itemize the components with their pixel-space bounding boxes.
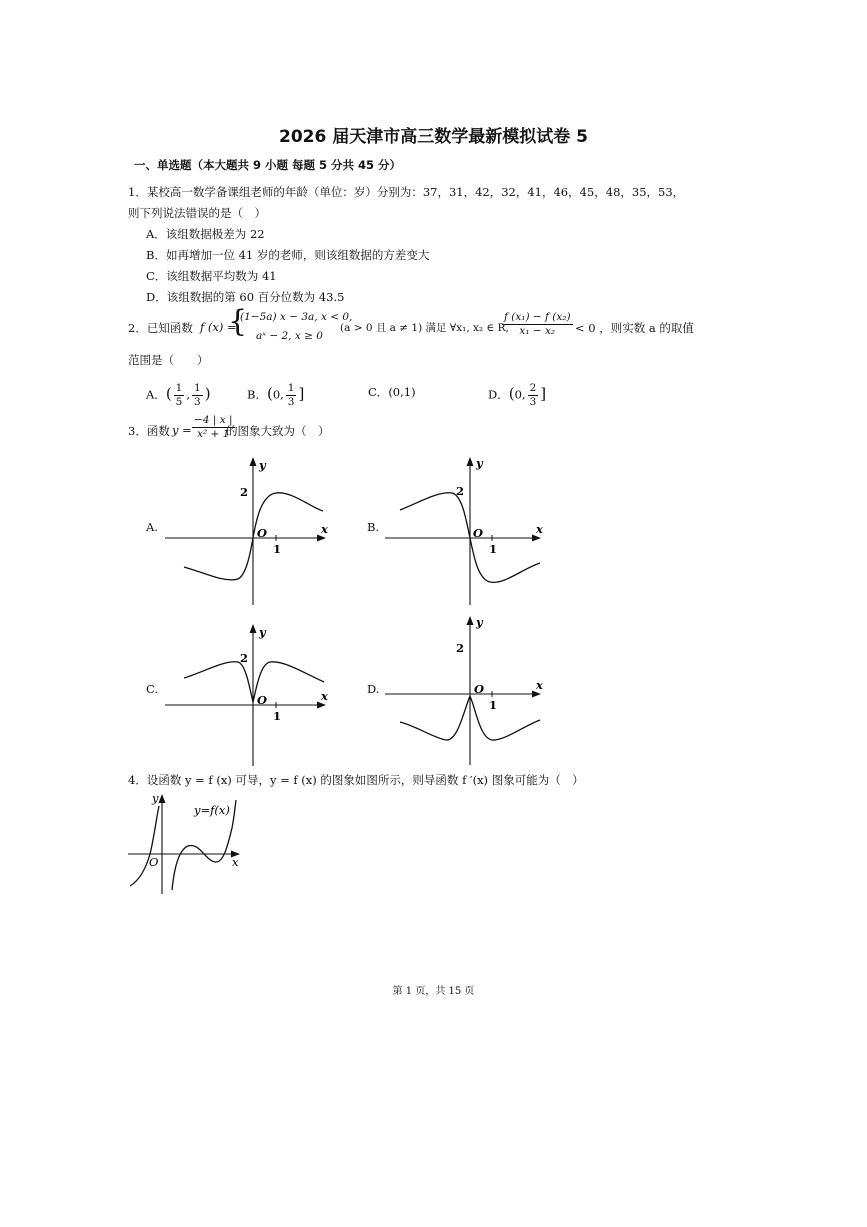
page-footer: 第 1 页，共 15 页 (392, 986, 475, 997)
q2-tail: < 0 ，则实数 a 的取值 (575, 321, 694, 335)
q2-option-c (368, 384, 416, 400)
q3-tail: 的图象大致为（ ） (226, 424, 330, 438)
q3-graph-a-y-tick: 2 (240, 485, 249, 499)
q2-b-zero: 0, (272, 387, 284, 402)
q2-case1: (1−5a) x − 3a, x < 0, (240, 311, 353, 323)
q3-graph-c-y-label: y (259, 625, 266, 639)
q2-option-c-value: (0,1) (388, 385, 416, 399)
q3-graph-d-y-label: y (476, 615, 483, 629)
q2-option-d: D．(0, $\frac{2}{3}$ ] (488, 382, 547, 408)
q4-stem: 4．设函数 y = f (x) 可导，y = f (x) 的图象如图所示，则导函数 f ′(x) 图象可能为（ ） (128, 773, 584, 787)
q1-option-b: B．如再增加一位 41 岁的老师，则该组数据的方差变大 (146, 248, 430, 262)
q3-y-eq: y = (172, 423, 192, 437)
q3-graph-c-x-tick: 1 (273, 709, 282, 723)
q2-prefix: 2．已知函数 (128, 321, 193, 335)
q3-graph-a-x-tick: 1 (273, 542, 282, 556)
q2-a-den1: 5 (175, 396, 183, 408)
q3-fraction-denominator: x² + 1 (197, 428, 230, 440)
q2-d-num: 2 (529, 382, 537, 394)
q3-graph-a-label: A. (146, 520, 158, 534)
q2-option-a: A．( $\frac{1}{5}$ , $\frac{1}{3}$ ) (146, 382, 211, 408)
q2-b-den: 3 (287, 396, 295, 408)
q2-option-c-label: C． (368, 385, 389, 399)
q2-fraction (500, 311, 575, 338)
q1-stem-line1: 1．某校高一数学备课组老师的年龄（单位：岁）分别为：37，31，42，32，41，46，45，48，35，53， (128, 185, 685, 199)
q2-d-den: 3 (529, 396, 537, 408)
q2-condition: (a > 0 且 a ≠ 1) 满足 ∀x₁, x₂ ∈ R, (340, 322, 509, 334)
q3-graph-b-origin: O (473, 526, 484, 540)
q3-graph-b (380, 455, 555, 610)
q3-graph-d (380, 610, 555, 770)
section-heading: 一、单选题（本大题共 9 小题 每题 5 分共 45 分） (134, 158, 402, 172)
q3-graph-a-origin: O (257, 526, 268, 540)
q3-graph-d-y-tick: 2 (456, 641, 465, 655)
q2-option-a-label: A． (146, 387, 166, 402)
q2-option-b: B．(0, $\frac{1}{3}$ ] (247, 382, 305, 408)
q3-graph-c (160, 620, 335, 770)
q3-graph-b-y-label: y (476, 456, 483, 470)
q3-graph-a-x-label: x (321, 522, 328, 536)
q2-line2: 范围是（ ） (128, 353, 209, 367)
q3-graph-d-x-tick: 1 (489, 698, 498, 712)
q3-graph-b-x-tick: 1 (489, 542, 498, 556)
q4-graph (124, 788, 249, 898)
q2-b-num: 1 (287, 382, 295, 394)
q2-d-zero: 0, (514, 387, 526, 402)
q1-stem-line2: 则下列说法错误的是（ ） (128, 206, 266, 220)
q2-a-num2: 1 (194, 382, 201, 394)
q2-option-d-label: D． (488, 387, 509, 402)
q3-graph-b-x-label: x (536, 522, 543, 536)
q4-origin: O (149, 855, 159, 869)
q2-a-den2: 3 (194, 396, 201, 408)
q1-option-c: C．该组数据平均数为 41 (146, 269, 277, 283)
q3-graph-c-y-tick: 2 (240, 651, 249, 665)
q3-graph-c-origin: O (257, 693, 268, 707)
q3-prefix: 3．函数 (128, 424, 170, 438)
q3-graph-d-label: D. (367, 682, 380, 696)
q2-function-name: f (x) = (200, 320, 237, 334)
q3-graph-b-label: B. (367, 520, 380, 534)
q2-option-b-label: B． (247, 387, 267, 402)
q4-curve-label: y=f(x) (194, 803, 230, 817)
q4-x-label: x (232, 855, 239, 869)
q3-graph-b-y-tick: 2 (456, 484, 465, 498)
q2-fraction-denominator: x₁ − x₂ (519, 325, 556, 337)
q1-option-d: D．该组数据的第 60 百分位数为 43.5 (146, 290, 345, 304)
q3-graph-c-x-label: x (321, 689, 328, 703)
q3-fraction-numerator: −4 | x | (194, 414, 233, 426)
q3-graph-c-label: C. (146, 682, 159, 696)
q3-graph-d-x-label: x (536, 678, 543, 692)
q4-y-label: y (152, 791, 159, 805)
q2-piecewise-brace: { (228, 304, 248, 339)
q2-case2: aˣ − 2, x ≥ 0 (256, 330, 323, 342)
q2-fraction-numerator: f (x₁) − f (x₂) (504, 311, 571, 323)
q3-graph-a (160, 455, 335, 610)
q3-graph-a-y-label: y (259, 458, 266, 472)
page-title: 2026 届天津市高三数学最新模拟试卷 5 (279, 127, 588, 147)
q2-a-num1: 1 (175, 382, 183, 394)
q1-option-a: A．该组数据极差为 22 (146, 227, 265, 241)
q3-graph-d-origin: O (474, 682, 485, 696)
